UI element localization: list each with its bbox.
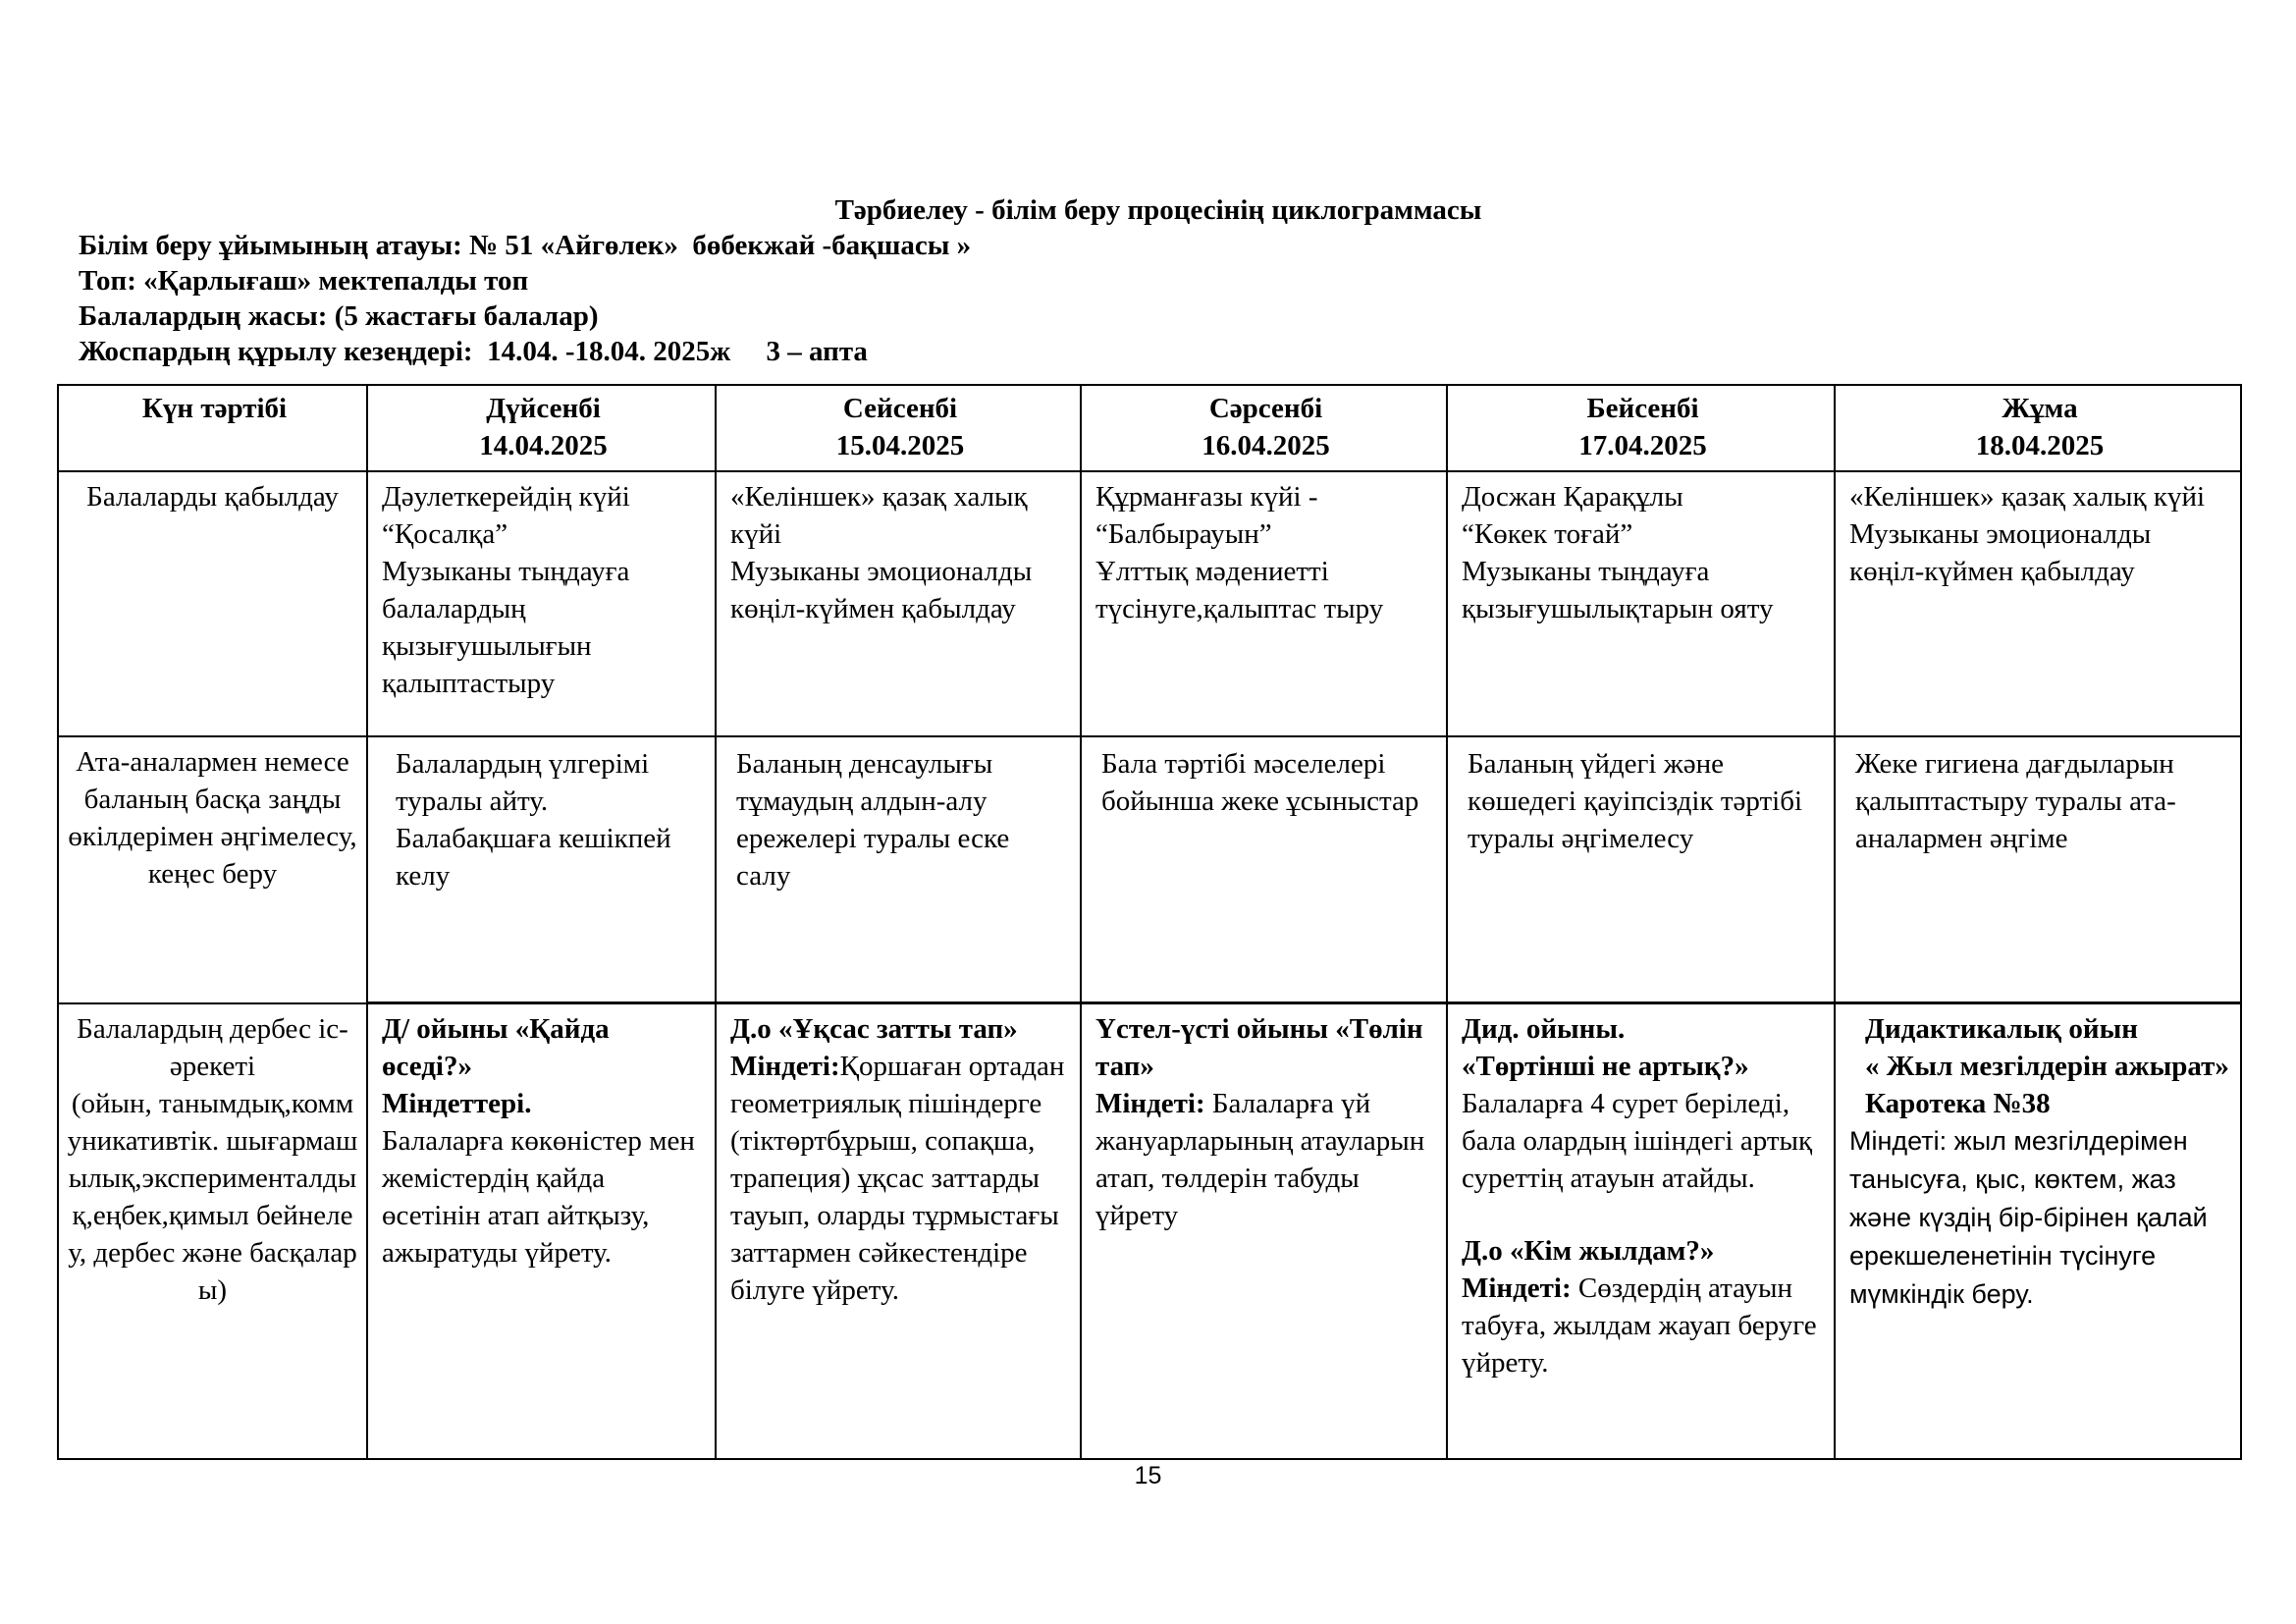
- cell-parents-wednesday: Бала тәртібі мәселелері бойынша жеке ұсыныстар: [1081, 736, 1447, 1003]
- table-row: [58, 1003, 2241, 1460]
- row-label-reception: Балаларды қабылдау: [58, 471, 367, 736]
- plan-period: Жоспардың құрылу кезеңдері: 14.04. -18.04. 2025ж 3 – апта: [79, 336, 868, 367]
- cell-activity-friday: Дидактикалық ойын « Жыл мезгілдерін ажырат» Каротека №38 Міндеті: жыл мезгілдерімен танысуға, қыс, көктем, жаз және күздің бір-бірінен қалай ерекшеленетінін түсінуге мүмкіндік беру.: [1835, 1003, 2241, 1460]
- cell-parents-thursday: Баланың үйдегі және көшедегі қауіпсіздік тәртібі туралы әңгімелесу: [1447, 736, 1835, 1003]
- cell-activity-wednesday: Үстел-үсті ойыны «Төлін тап» Міндеті: Балаларға үй жануарларының атауларын атап, төлдерін табуды үйрету: [1081, 1003, 1447, 1460]
- table-row: [58, 736, 2241, 1003]
- column-header-thursday: Бейсенбі 17.04.2025: [1447, 385, 1835, 471]
- column-header-friday: Жұма 18.04.2025: [1835, 385, 2241, 471]
- column-header-schedule: Күн тәртібі: [58, 385, 367, 471]
- cell-parents-friday: Жеке гигиена дағдыларын қалыптастыру туралы ата-аналармен әңгіме: [1835, 736, 2241, 1003]
- column-header-monday: Дүйсенбі 14.04.2025: [367, 385, 716, 471]
- cell-parents-tuesday: Баланың денсаулығы тұмаудың алдын-алу ережелері туралы еске салу: [716, 736, 1081, 1003]
- children-age: Балалардың жасы: (5 жастағы балалар): [79, 300, 599, 332]
- cell-parents-monday: Балалардың үлгерімі туралы айту. Балабақшаға кешікпей келу: [367, 736, 716, 1003]
- column-header-tuesday: Сейсенбі 15.04.2025: [716, 385, 1081, 471]
- organization-name: Білім беру ұйымының атауы: № 51 «Айгөлек» бөбекжай -бақшасы »: [79, 230, 972, 261]
- cell-reception-friday: «Келіншек» қазақ халық күйі Музыканы эмоционалды көңіл-күймен қабылдау: [1835, 471, 2241, 736]
- cell-reception-thursday: Досжан Қарақұлы “Көкек тоғай” Музыканы тыңдауға қызығушылықтарын ояту: [1447, 471, 1835, 736]
- table-row: [58, 471, 2241, 736]
- column-header-wednesday: Сәрсенбі 16.04.2025: [1081, 385, 1447, 471]
- cell-reception-tuesday: «Келіншек» қазақ халық күйі Музыканы эмоционалды көңіл-күймен қабылдау: [716, 471, 1081, 736]
- cell-activity-monday: Д/ ойыны «Қайда өседі?» Міндеттері. Балаларға көкөністер мен жемістердің қайда өсетінін атап айтқызу, ажыратуды үйрету.: [367, 1003, 716, 1460]
- group-name: Топ: «Қарлығаш» мектепалды топ: [79, 265, 529, 297]
- page-number: 15: [1134, 1462, 1162, 1489]
- row-label-independent-activity: Балалардың дербес іс-әрекеті (ойын, танымдық,коммуникативтік. шығармашылық,эксперименталдық,еңбек,қимыл бейнелеу, дербес және басқалары): [58, 1003, 367, 1460]
- cell-reception-monday: Дәулеткерейдің күйі “Қосалқа” Музыканы тыңдауға балалардың қызығушылығын қалыптастыру: [367, 471, 716, 736]
- cell-activity-tuesday: Д.о «Ұқсас затты тап» Міндеті:Қоршаған ортадан геометриялық пішіндерге (тіктөртбұрыш, сопақша, трапеция) ұқсас заттарды тауып, оларды тұрмыстағы заттармен сәйкестендіре білуге үйрету.: [716, 1003, 1081, 1460]
- cell-reception-wednesday: Құрманғазы күйі - “Балбырауын” Ұлттық мәдениетті түсінуге,қалыптас тыру: [1081, 471, 1447, 736]
- cyclogram-table: [57, 384, 2242, 1460]
- table-header-row: [58, 385, 2241, 471]
- row-label-parents: Ата-аналармен немесе баланың басқа заңды өкілдерімен әңгімелесу, кеңес беру: [58, 736, 367, 1003]
- cell-activity-thursday: Дид. ойыны. «Төртінші не артық?» Балаларға 4 сурет беріледі, бала олардың ішіндегі артық суреттің атауын атайды. Д.о «Кім жылдам?» Міндеті: Сөздердің атауын табуға, жылдам жауап беруге үйрету.: [1447, 1003, 1835, 1460]
- document-title: Тәрбиелеу - білім беру процесінің циклограммасы: [834, 194, 1482, 226]
- document-header: [79, 192, 2238, 369]
